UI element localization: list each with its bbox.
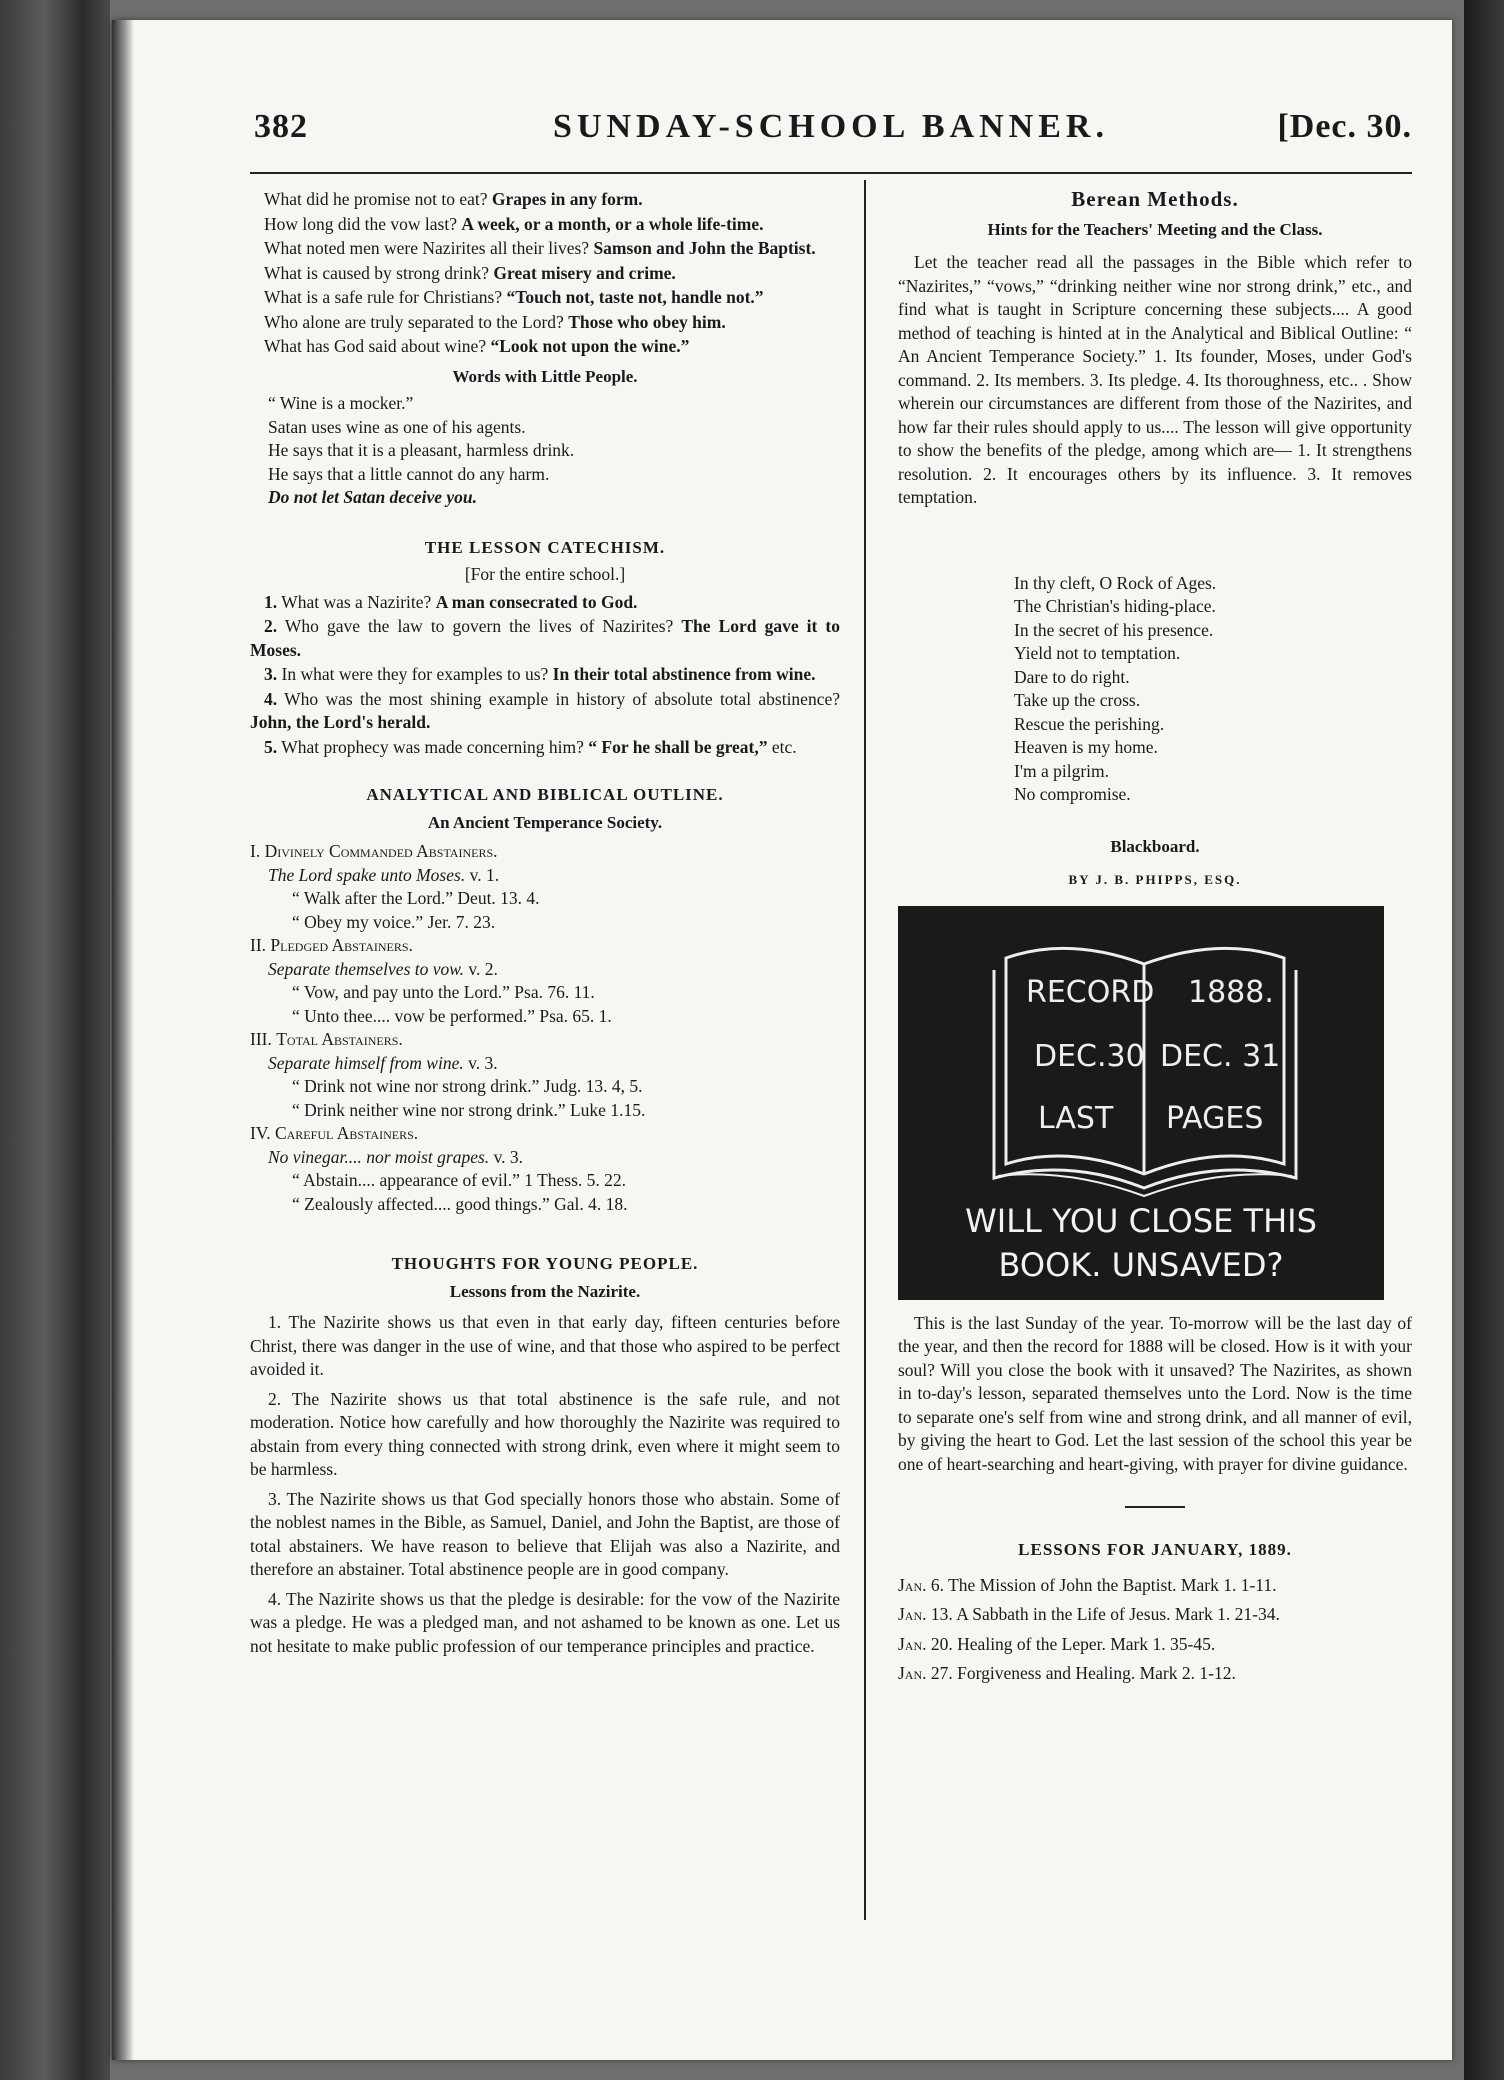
verse-ref: v. 3.	[489, 1146, 524, 1167]
cross-reference: “ Drink neither wine nor strong drink.” Luke 1.15.	[292, 1099, 646, 1120]
cross-reference: “ Walk after the Lord.” Deut. 13. 4.	[292, 888, 540, 908]
cross-reference: “ Drink not wine nor strong drink.” Judg. 13. 4, 5.	[292, 1076, 643, 1096]
text-line: Do not let Satan deceive you.	[268, 487, 478, 507]
verse-ref: v. 1.	[465, 864, 500, 885]
answer: Great misery and crime.	[493, 262, 676, 283]
berean-paragraph: Let the teacher read all the passages in the Bible which refer to “Nazirites,” “vows,” “drinking neither wine nor strong drink,” etc., and find what is taught in Scripture concerning these subjects.... A good method of teaching is hinted at in the Analytical and Biblical Outline: “ An Ancient Temperance Society.” 1. Its founder, Moses, under God's command. 2. Its members. 3. Its pledge. 4. Its thoroughness, etc.. . Show wherein our circumstances are different from those of the Nazirites, and how far their rules should apply to us.... The lesson will give opportunity to show the benefits of the pledge, among which are— 1. It strengthens resolution. 2. It encourages others by its influence. 3. It removes temptation.	[898, 252, 1412, 507]
section-number: I.	[250, 841, 261, 861]
poem-line: No compromise.	[1014, 784, 1131, 804]
qa-item	[250, 237, 840, 261]
outline-heading: ANALYTICAL AND BIBLICAL OUTLINE.	[366, 785, 724, 804]
little-people-heading: Words with Little People.	[452, 366, 638, 386]
qa-item	[250, 286, 840, 310]
item-number: 3.	[264, 664, 278, 684]
poem-line: Yield not to temptation.	[1014, 643, 1181, 663]
qa-item	[250, 262, 840, 286]
question: Who was the most shining example in history of absolute total abstinence?	[284, 688, 840, 709]
lesson-date: Jan. 6.	[898, 1574, 945, 1595]
answer: Those who obey him.	[568, 311, 726, 332]
poem-line: Dare to do right.	[1014, 666, 1130, 687]
header-rule	[250, 172, 1412, 174]
answer: A man consecrated to God.	[435, 591, 638, 612]
blackboard-byline: BY J. B. PHIPPS, ESQ.	[1068, 872, 1242, 887]
lesson-title: Forgiveness and Healing. Mark 2. 1-12.	[952, 1663, 1236, 1683]
page-content	[250, 20, 1412, 2060]
lesson-item	[898, 1633, 1412, 1657]
item-number: 5.	[264, 736, 278, 757]
answer: “Look not upon the wine.”	[490, 336, 690, 356]
poem-line: The Christian's hiding-place.	[1014, 596, 1216, 616]
lesson-date: Jan. 27.	[898, 1663, 953, 1683]
section-title: Pledged Abstainers.	[270, 935, 413, 955]
review-questions	[250, 188, 840, 359]
question: What noted men were Nazirites all their lives?	[264, 238, 590, 258]
running-header	[250, 108, 1412, 168]
outline-section	[250, 1028, 840, 1122]
question: Who alone are truly separated to the Lord?	[264, 311, 564, 332]
berean-heading: Berean Methods.	[1071, 187, 1239, 211]
lesson-title: The Mission of John the Baptist. Mark 1. 1-11.	[944, 1574, 1277, 1595]
thought-paragraph: 3. The Nazirite shows us that God specially honors those who abstain. Some of the noblest names in the Bible, as Samuel, Daniel, and John the Baptist, are those of total abstainers. We have reason to believe that Elijah was also a Nazirite, and therefore an abstainer. Total abstinence people are in good company.	[250, 1488, 840, 1579]
lesson-date: Jan. 20.	[898, 1633, 953, 1654]
item-number: 4.	[264, 688, 278, 709]
column-divider	[864, 180, 866, 1920]
item-number: 1.	[264, 591, 278, 612]
right-column	[898, 188, 1412, 1692]
answer: Grapes in any form.	[491, 189, 643, 209]
question: How long did the vow last?	[264, 213, 457, 234]
text-line: He says that it is a pleasant, harmless drink.	[268, 440, 575, 460]
thoughts-subheading: Lessons from the Nazirite.	[449, 1281, 641, 1301]
cross-reference: “ Unto thee.... vow be performed.” Psa. 65. 1.	[292, 1005, 612, 1026]
blackboard-caption: WILL YOU CLOSE THIS	[965, 1201, 1317, 1240]
answer: Samson and John the Baptist.	[593, 238, 816, 258]
book-page-edge	[998, 1174, 1292, 1196]
section-title: Careful Abstainers.	[274, 1123, 419, 1143]
scripture-phrase: Separate himself from wine.	[268, 1052, 464, 1073]
answer: The Lord gave it to Moses.	[250, 616, 840, 660]
catechism-item	[250, 663, 840, 687]
right-page-line: DEC. 31	[1160, 1038, 1281, 1074]
catechism-heading: THE LESSON CATECHISM.	[424, 537, 666, 557]
lesson-item	[898, 1662, 1412, 1686]
catechism-subheading: [For the entire school.]	[464, 564, 626, 584]
catechism-item	[250, 615, 840, 662]
section-title: Total Abstainers.	[276, 1029, 403, 1049]
outline-list	[250, 840, 840, 1216]
left-page-line: RECORD	[1026, 974, 1155, 1010]
item-number: 2.	[264, 616, 278, 636]
blackboard-heading: Blackboard.	[1110, 836, 1200, 856]
page-number: 382	[254, 108, 308, 145]
lesson-title: Healing of the Leper. Mark 1. 35-45.	[952, 1633, 1216, 1654]
verse-ref: v. 3.	[463, 1052, 498, 1073]
question: In what were they for examples to us?	[281, 664, 549, 684]
lessons-heading: LESSONS FOR JANUARY, 1889.	[1018, 1540, 1292, 1559]
text-line: “ Wine is a mocker.”	[268, 393, 414, 413]
poem-line: In the secret of his presence.	[1014, 619, 1214, 640]
outline-section	[250, 934, 840, 1028]
right-page-line: PAGES	[1166, 1100, 1264, 1136]
section-number: III.	[250, 1029, 272, 1049]
question: What has God said about wine?	[264, 336, 487, 356]
poem-line: I'm a pilgrim.	[1014, 760, 1110, 781]
outline-section	[250, 840, 840, 934]
right-page-line: 1888.	[1188, 974, 1274, 1010]
left-page-line: LAST	[1038, 1100, 1114, 1136]
catechism-item	[250, 736, 840, 760]
qa-item	[250, 213, 840, 237]
left-page-line: DEC.30	[1034, 1038, 1145, 1074]
answer: “Touch not, taste not, handle not.”	[506, 287, 764, 307]
section-number: IV.	[250, 1123, 271, 1143]
question: What is a safe rule for Christians?	[264, 287, 503, 307]
qa-item	[250, 188, 840, 212]
scripture-phrase: The Lord spake unto Moses.	[268, 864, 466, 885]
answer-tail: etc.	[767, 736, 797, 757]
question: What was a Nazirite?	[281, 591, 432, 612]
thought-paragraph: 1. The Nazirite shows us that even in that early day, fifteen centuries before Christ, there was danger in the use of wine, and that those who aspired to be perfect avoided it.	[250, 1312, 840, 1379]
outline-section	[250, 1122, 840, 1216]
answer: A week, or a month, or a whole life-time.	[461, 213, 764, 234]
publication-title: SUNDAY-SCHOOL BANNER.	[553, 108, 1109, 145]
poem-line: In thy cleft, O Rock of Ages.	[1014, 572, 1217, 593]
open-book-drawing	[898, 906, 1384, 1300]
thought-paragraph: 2. The Nazirite shows us that total abstinence is the safe rule, and not moderation. Notice how carefully and how thoroughly the Nazirite was required to abstain from every thing connected with strong drink, even where it might seem to be harmless.	[250, 1388, 840, 1479]
section-number: II.	[250, 935, 267, 955]
question: What prophecy was made concerning him?	[281, 736, 584, 757]
lesson-date: Jan. 13.	[898, 1604, 953, 1624]
text-line: He says that a little cannot do any harm.	[268, 463, 550, 484]
cross-reference: “ Zealously affected.... good things.” Gal. 4. 18.	[292, 1193, 628, 1214]
issue-date: [Dec. 30.	[1277, 108, 1412, 145]
blackboard-illustration	[898, 906, 1384, 1300]
little-people-lines	[250, 392, 840, 510]
short-divider	[1125, 1506, 1185, 1508]
poem-line: Take up the cross.	[1014, 690, 1141, 710]
catechism-item	[250, 591, 840, 615]
thoughts-heading: THOUGHTS FOR YOUNG PEOPLE.	[391, 1254, 699, 1273]
lesson-title: A Sabbath in the Life of Jesus. Mark 1. 21-34.	[952, 1604, 1280, 1624]
book-binding-left	[0, 0, 110, 2080]
thought-paragraph: 4. The Nazirite shows us that the pledge is desirable: for the vow of the Nazirite was a pledge. He was a pledged man, and not ashamed to be known as one. Let us not hesitate to make public profession of our temperance principles and practice.	[250, 1588, 840, 1656]
cross-reference: “ Obey my voice.” Jer. 7. 23.	[292, 911, 496, 932]
poem-line: Heaven is my home.	[1014, 737, 1158, 757]
answer: John, the Lord's herald.	[250, 712, 431, 732]
cross-reference: “ Vow, and pay unto the Lord.” Psa. 76. 11.	[292, 982, 595, 1002]
lesson-item	[898, 1574, 1412, 1598]
left-column	[250, 188, 840, 1664]
scripture-phrase: No vinegar.... nor moist grapes.	[268, 1146, 490, 1167]
question: What is caused by strong drink?	[264, 262, 490, 283]
hymn-lines	[898, 572, 1412, 807]
answer: In their total abstinence from wine.	[552, 664, 816, 684]
cross-reference: “ Abstain.... appearance of evil.” 1 Thess. 5. 22.	[292, 1170, 627, 1190]
qa-item	[250, 311, 840, 335]
page-sheet	[112, 20, 1452, 2060]
section-title: Divinely Commanded Abstainers.	[264, 841, 498, 861]
answer: “ For he shall be great,”	[588, 736, 768, 757]
blackboard-caption: BOOK. UNSAVED?	[998, 1245, 1284, 1284]
closing-paragraph: This is the last Sunday of the year. To-morrow will be the last day of the year, and then the record for 1888 will be closed. How is it with your soul? Will you close the book with it unsaved? The Nazirites, as shown in to-day's lesson, separated themselves unto the Lord. Now is the time to separate one's self from wine and strong drink, and all manner of evil, by giving the heart to God. Let the last session of the school this year be one of heart-searching and heart-giving, with prayer for divine guidance.	[898, 1312, 1412, 1474]
question: What did he promise not to eat?	[264, 189, 488, 209]
outline-subheading: An Ancient Temperance Society.	[427, 812, 663, 832]
lesson-item	[898, 1603, 1412, 1627]
text-line: Satan uses wine as one of his agents.	[268, 416, 526, 437]
book-binding-right	[1464, 0, 1504, 2080]
catechism-item	[250, 688, 840, 735]
verse-ref: v. 2.	[464, 958, 498, 979]
catechism-list	[250, 591, 840, 760]
scripture-phrase: Separate themselves to vow.	[268, 958, 465, 979]
question: Who gave the law to govern the lives of Nazirites?	[284, 616, 674, 636]
qa-item	[250, 335, 840, 359]
berean-subheading: Hints for the Teachers' Meeting and the Class.	[987, 219, 1323, 239]
poem-line: Rescue the perishing.	[1014, 713, 1165, 734]
